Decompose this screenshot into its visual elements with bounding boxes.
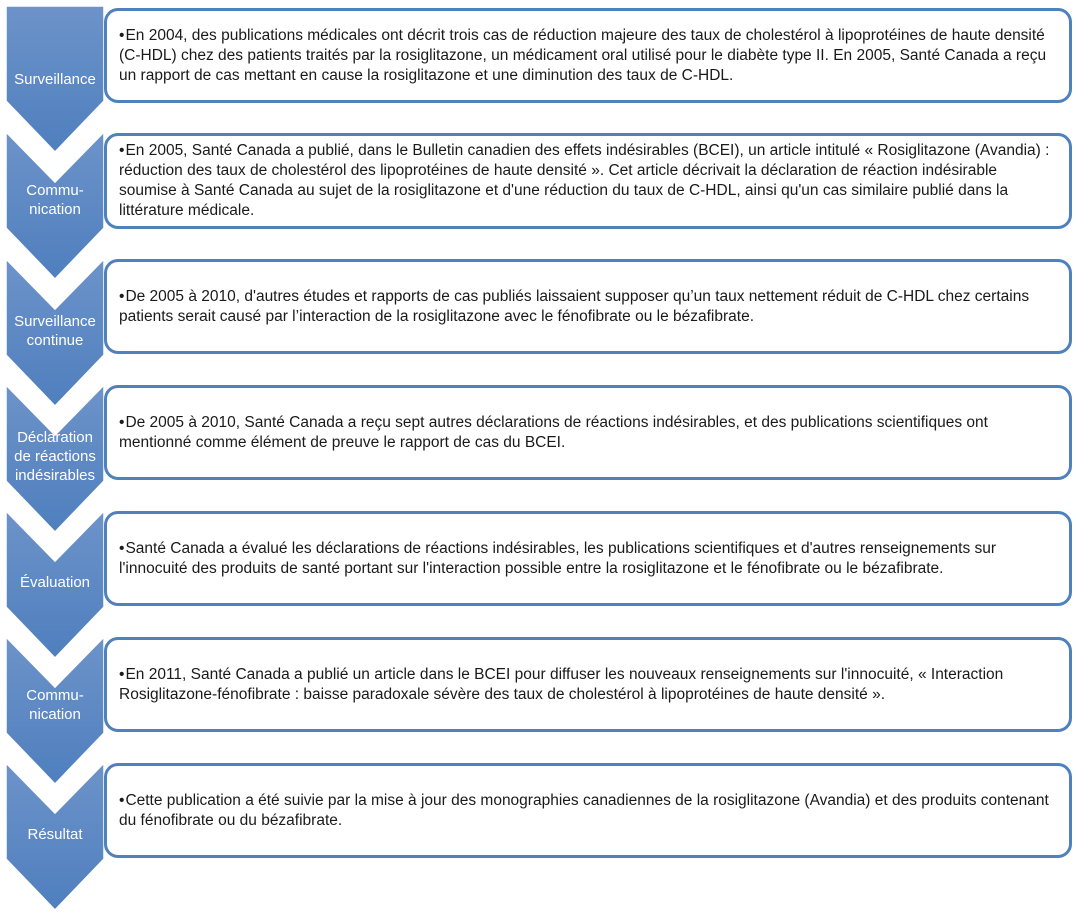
step-description-box: [104, 259, 1072, 354]
step-description: • Cette publication a été suivie par la mise à jour des monographies canadiennes de la rosiglitazone (Avandia) et des produits contenant du fénofibrate ou du bézafibrate.: [119, 791, 1059, 831]
step-label: Surveillance continue: [14, 313, 96, 349]
step-label: Commu- nication: [26, 182, 84, 218]
step-label: Commu- nication: [26, 687, 84, 723]
step-label: Déclaration de réactions indésirables: [14, 429, 96, 484]
step-description-box: [104, 133, 1072, 229]
step-description: • En 2004, des publications médicales ont décrit trois cas de réduction majeure des taux de cholestérol à lipoprotéines de haute densité (C-HDL) chez des patients traités par la rosiglitazone, un médicament oral utilisé pour le diabète type II. En 2005, Santé Canada a reçu un rapport de cas mettant en cause la rosiglitazone et une diminution des taux de C-HDL.: [119, 26, 1059, 86]
step-label: Évaluation: [19, 574, 91, 591]
step-description: • De 2005 à 2010, Santé Canada a reçu sept autres déclarations de réactions indésirables, et des publications scientifiques ont mentionné comme élément de preuve le rapport de cas du BCEI.: [119, 413, 1059, 453]
step-description-box: [104, 385, 1072, 480]
step-description-box: [104, 8, 1072, 103]
step-label: Résultat: [27, 826, 83, 843]
step-description: • En 2005, Santé Canada a publié, dans le Bulletin canadien des effets indésirables (BCEI), un article intitulé « Rosiglitazone (Avandia) : réduction des taux de cholestérol des lipoprotéines de haute densité ». Cet article décrivait la déclaration de réaction indésirable soumise à Santé Canada au sujet de la rosiglitazone et d'une réduction du taux de C-HDL, ainsi qu'un cas similaire publié dans la littérature médicale.: [119, 141, 1059, 221]
step-chevron: [4, 761, 106, 912]
step-description-box: [104, 511, 1072, 606]
step-description: • En 2011, Santé Canada a publié un article dans le BCEI pour diffuser les nouveaux renseignements sur l'innocuité, « Interaction Rosiglitazone-fénofibrate : baisse paradoxale sévère des taux de cholestérol à lipoprotéines de haute densité ».: [119, 665, 1059, 705]
step-description-box: [104, 763, 1072, 858]
step-description: • Santé Canada a évalué les déclarations de réactions indésirables, les publications scientifiques et d'autres renseignements sur l'innocuité des produits de santé portant sur l'interaction possible entre la rosiglitazone et le fénofibrate ou le bézafibrate.: [119, 539, 1059, 579]
step-description: • De 2005 à 2010, d'autres études et rapports de cas publiés laissaient supposer qu’un taux nettement réduit de C-HDL chez certains patients serait causé par l’interaction de la rosiglitazone avec le fénofibrate ou le bézafibrate.: [119, 287, 1059, 327]
step-description-box: [104, 637, 1072, 732]
step-label: Surveillance: [14, 71, 96, 88]
